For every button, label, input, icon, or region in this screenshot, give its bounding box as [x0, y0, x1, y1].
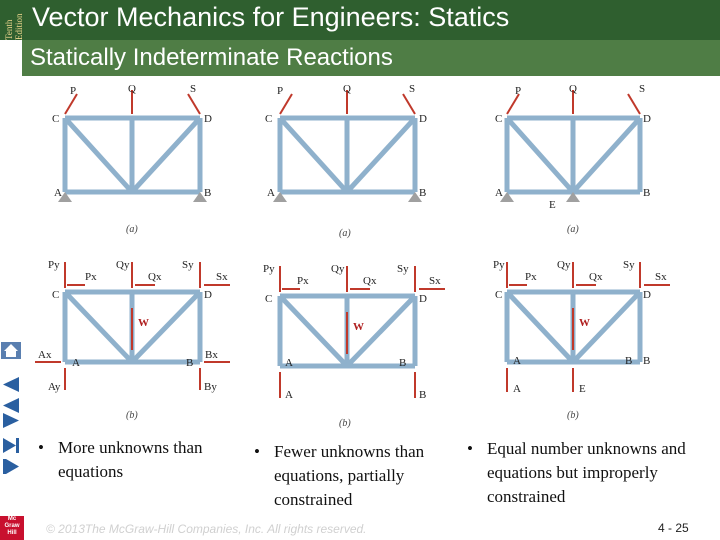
figure-label: A	[72, 357, 80, 369]
figure-label: C	[495, 113, 503, 125]
figure-label: C	[52, 113, 60, 125]
figure-label: (a)	[567, 224, 579, 235]
figure-label: Sy	[623, 259, 635, 271]
figure-label: Py	[48, 259, 60, 271]
bullet-fewer-unknowns: • Fewer unknowns than equations, partially constrained	[254, 442, 425, 509]
figure-label: Py	[263, 263, 275, 275]
figure-label: Sy	[182, 259, 194, 271]
figure-label: C	[265, 293, 273, 305]
figure-label: E	[579, 383, 586, 395]
figure-label: S	[409, 83, 416, 95]
figure-middle	[255, 80, 465, 430]
figure-label: (a)	[126, 224, 138, 235]
figure-label: Ax	[38, 349, 52, 361]
figure-label: (a)	[339, 228, 351, 239]
figure-label: P	[70, 85, 77, 97]
figure-label: Sx	[216, 271, 228, 283]
figure-label: W	[579, 317, 590, 329]
figure-label: C	[265, 113, 273, 125]
copyright-notice: © 2013The McGraw-Hill Companies, Inc. All rights reserved.	[46, 522, 367, 536]
figure-label: A	[513, 383, 521, 395]
slide-title: Statically Indeterminate Reactions	[30, 44, 393, 71]
figure-label: Bx	[205, 349, 218, 361]
truss-top	[65, 118, 200, 192]
figure-label: D	[204, 289, 212, 301]
figure-label: (b)	[339, 418, 351, 429]
figure-label: Qx	[589, 271, 603, 283]
figure-label: B	[643, 355, 651, 367]
figure-label: B	[643, 187, 651, 199]
figure-label: Qy	[557, 259, 571, 271]
figure-label: A	[267, 187, 275, 199]
figure-label: W	[353, 321, 364, 333]
figure-label: A	[495, 187, 503, 199]
figure-label: S	[190, 83, 197, 95]
figure-label: B	[399, 357, 407, 369]
edition-label: Tenth Edition	[4, 13, 24, 40]
figure-label: Q	[343, 83, 351, 95]
figure-right	[485, 80, 695, 425]
first-slide-icon[interactable]	[1, 376, 21, 393]
figure-left	[30, 80, 240, 425]
figure-label: Q	[128, 83, 136, 95]
figure-label: D	[643, 289, 651, 301]
figure-label: Qx	[363, 275, 377, 287]
figure-label: C	[495, 289, 503, 301]
figure-label: E	[549, 199, 556, 211]
figure-label: D	[419, 113, 427, 125]
figure-label: D	[643, 113, 651, 125]
figure-label: Px	[85, 271, 97, 283]
end-slide-icon[interactable]	[1, 458, 21, 475]
figure-label: Px	[297, 275, 309, 287]
figure-label: B	[186, 357, 194, 369]
figure-label: By	[204, 381, 217, 393]
mcgraw-hill-logo: Mc Graw Hill	[0, 516, 24, 540]
figure-label: C	[52, 289, 60, 301]
figure-label: Ay	[48, 381, 61, 393]
figure-label: D	[419, 293, 427, 305]
figure-label: (b)	[567, 410, 579, 421]
figure-label: Py	[493, 259, 505, 271]
figure-label: Qx	[148, 271, 162, 283]
figure-label: (b)	[126, 410, 138, 421]
book-title: Vector Mechanics for Engineers: Statics	[32, 2, 510, 32]
figure-label: B	[419, 187, 427, 199]
figure-label: Sx	[655, 271, 667, 283]
figure-label: Px	[525, 271, 537, 283]
truss-top	[507, 118, 640, 192]
figure-label: A	[285, 357, 293, 369]
figure-label: Q	[569, 83, 577, 95]
last-slide-icon[interactable]	[1, 437, 21, 454]
figure-label: Sy	[397, 263, 409, 275]
figure-label: B	[625, 355, 633, 367]
figure-label: Qy	[331, 263, 345, 275]
figure-label: S	[639, 83, 646, 95]
figure-label: B	[204, 187, 212, 199]
figure-label: D	[204, 113, 212, 125]
figure-label: A	[513, 355, 521, 367]
bullet-equal-unknowns: • Equal number unknowns and equations but improperly constrained	[467, 439, 686, 506]
bullet-more-unknowns: • More unknowns than equations	[38, 438, 203, 481]
figure-label: A	[54, 187, 62, 199]
page-number: 4 - 25	[658, 521, 689, 535]
figure-label: Qy	[116, 259, 130, 271]
figure-label: B	[419, 389, 427, 401]
home-icon[interactable]	[1, 342, 21, 359]
next-slide-icon[interactable]	[1, 412, 21, 429]
figure-label: P	[515, 85, 522, 97]
figure-label: Sx	[429, 275, 441, 287]
figure-label: A	[285, 389, 293, 401]
truss-top	[280, 118, 415, 192]
figure-label: P	[277, 85, 284, 97]
figure-label: W	[138, 317, 149, 329]
